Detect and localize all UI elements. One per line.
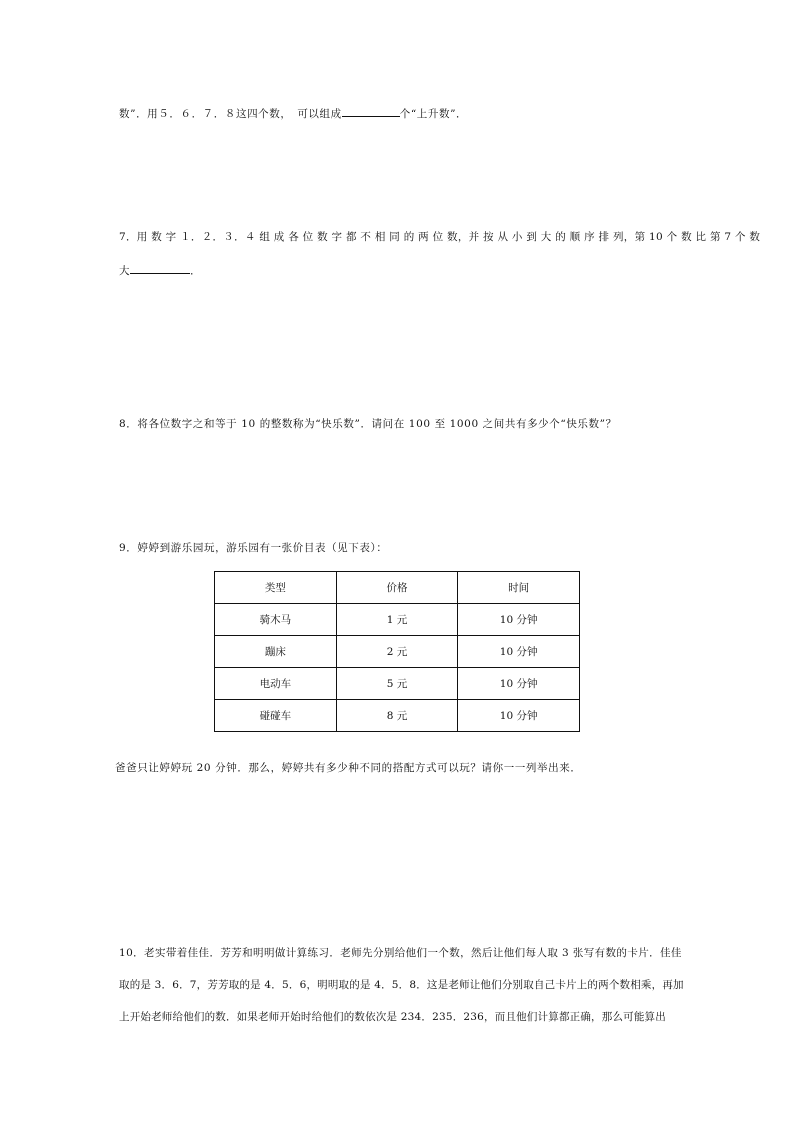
q10-line2: 取的是 3．6．7，芳芳取的是 4．5．6，明明取的是 4．5．8．这是老师让他们分别取自己卡片上的两个数相乘，再加 [119, 979, 684, 991]
q7-line1: 7．用 数 字 １．２．３．４ 组 成 各 位 数 字 都 不 相 同 的 两 位 数，并 按 从 小 到 大 的 顺 序 排 列，第 10 个 数 比 第 7 个 数 [119, 231, 761, 243]
cell-type: 蹦床 [215, 636, 337, 668]
table-row [215, 636, 580, 668]
header-price: 价格 [336, 572, 458, 604]
header-time: 时间 [458, 572, 580, 604]
answer-blank[interactable] [130, 262, 190, 274]
q10-line3: 上开始老师给他们的数．如果老师开始时给他们的数依次是 234．235．236，而且他们计算都正确，那么可能算出 [119, 1011, 666, 1023]
q6-line1 [119, 105, 736, 121]
q6-text-b: 个“上升数”． [399, 108, 468, 120]
cell-price: 1 元 [336, 604, 458, 636]
cell-time: 10 分钟 [458, 668, 580, 700]
cell-time: 10 分钟 [458, 700, 580, 732]
cell-type: 电动车 [215, 668, 337, 700]
answer-blank[interactable] [342, 105, 400, 117]
cell-time: 10 分钟 [458, 604, 580, 636]
cell-type: 碰碰车 [215, 700, 337, 732]
table-row [215, 700, 580, 732]
q6-text-a: 数”．用５．６．７．８这四个数， 可以组成 [119, 108, 342, 120]
q9-question: 爸爸只让婷婷玩 20 分钟．那么，婷婷共有多少种不同的搭配方式可以玩？请你一一列举出来． [115, 762, 582, 774]
cell-type: 骑木马 [215, 604, 337, 636]
table-row [215, 604, 580, 636]
cell-price: 2 元 [336, 636, 458, 668]
cell-price: 5 元 [336, 668, 458, 700]
q8-line: 8．将各位数字之和等于 10 的整数称为“快乐数”．请问在 100 至 1000 之间共有多少个“快乐数”？ [119, 418, 617, 430]
price-table [214, 571, 580, 732]
table-row [215, 668, 580, 700]
cell-price: 8 元 [336, 700, 458, 732]
cell-time: 10 分钟 [458, 636, 580, 668]
price-table-header [215, 572, 580, 604]
q9-intro: 9．婷婷到游乐园玩，游乐园有一张价目表（见下表）： [119, 542, 388, 554]
q7-text-a: 大 [119, 265, 131, 277]
q10-line1: 10．老实带着佳佳．芳芳和明明做计算练习．老师先分别给他们一个数，然后让他们每人取 3 张写有数的卡片．佳佳 [119, 947, 682, 959]
header-type: 类型 [215, 572, 337, 604]
q7-line2 [119, 262, 736, 278]
q7-text-b: ． [190, 265, 202, 277]
